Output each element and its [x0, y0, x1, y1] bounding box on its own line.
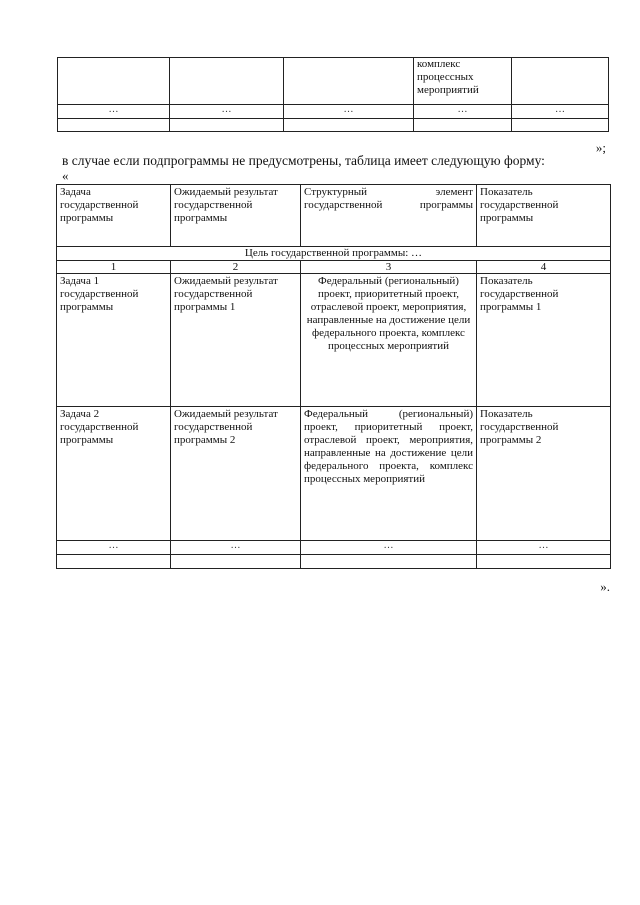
- sentence: в случае если подпрограммы не предусмотрены, таблица имеет следующую форму:: [62, 153, 545, 168]
- cell: [301, 555, 477, 569]
- program-table: [56, 184, 611, 569]
- ellipsis-cell: …: [284, 105, 414, 119]
- cell: [58, 58, 170, 105]
- row1-element: Федеральный (региональный) проект, приоритетный проект, отраслевой проект, мероприятия, направленные на достижение цели федерального проекта, комплекс процессных мероприятий: [301, 274, 477, 407]
- row2-element: Федеральный (региональный) проект, приоритетный проект, отраслевой проект, мероприятия, направленные на достижение цели федерального проекта, комплекс процессных мероприятий: [301, 407, 477, 541]
- closing-quote: »;: [595, 140, 606, 155]
- ellipsis-cell: …: [171, 541, 301, 555]
- ellipsis-cell: …: [477, 541, 611, 555]
- ellipsis-cell: …: [58, 105, 170, 119]
- cell: [512, 119, 609, 132]
- cell: [170, 58, 284, 105]
- cell: [57, 555, 171, 569]
- row1-indicator: Показатель государственной программы 1: [477, 274, 611, 407]
- column-number: 1: [57, 261, 171, 274]
- row2-indicator: Показатель государственной программы 2: [477, 407, 611, 541]
- cell: [414, 119, 512, 132]
- ellipsis-cell: …: [512, 105, 609, 119]
- cell: [477, 555, 611, 569]
- cell: [171, 555, 301, 569]
- column-number: 4: [477, 261, 611, 274]
- opening-quote: «: [62, 168, 69, 183]
- ellipsis-cell: …: [170, 105, 284, 119]
- cell-complex: комплекс процессных мероприятий: [414, 58, 512, 105]
- ellipsis-cell: …: [414, 105, 512, 119]
- row1-task: Задача 1 государственной программы: [57, 274, 171, 407]
- row2-task: Задача 2 государственной программы: [57, 407, 171, 541]
- cell: [284, 119, 414, 132]
- closing-quote-end: ».: [600, 579, 610, 594]
- header-task: Задача государственной программы: [57, 185, 171, 247]
- ellipsis-cell: …: [301, 541, 477, 555]
- header-element: Структурный элемент государственной программы: [301, 185, 477, 247]
- cell: [284, 58, 414, 105]
- continued-table: [57, 57, 609, 132]
- row2-result: Ожидаемый результат государственной программы 2: [171, 407, 301, 541]
- cell: [512, 58, 609, 105]
- cell: [58, 119, 170, 132]
- ellipsis-cell: …: [57, 541, 171, 555]
- cell: [170, 119, 284, 132]
- column-number: 3: [301, 261, 477, 274]
- column-number: 2: [171, 261, 301, 274]
- header-result: Ожидаемый результат государственной программы: [171, 185, 301, 247]
- row1-result: Ожидаемый результат государственной программы 1: [171, 274, 301, 407]
- goal-row: Цель государственной программы: …: [57, 247, 611, 261]
- header-indicator: Показатель государственной программы: [477, 185, 611, 247]
